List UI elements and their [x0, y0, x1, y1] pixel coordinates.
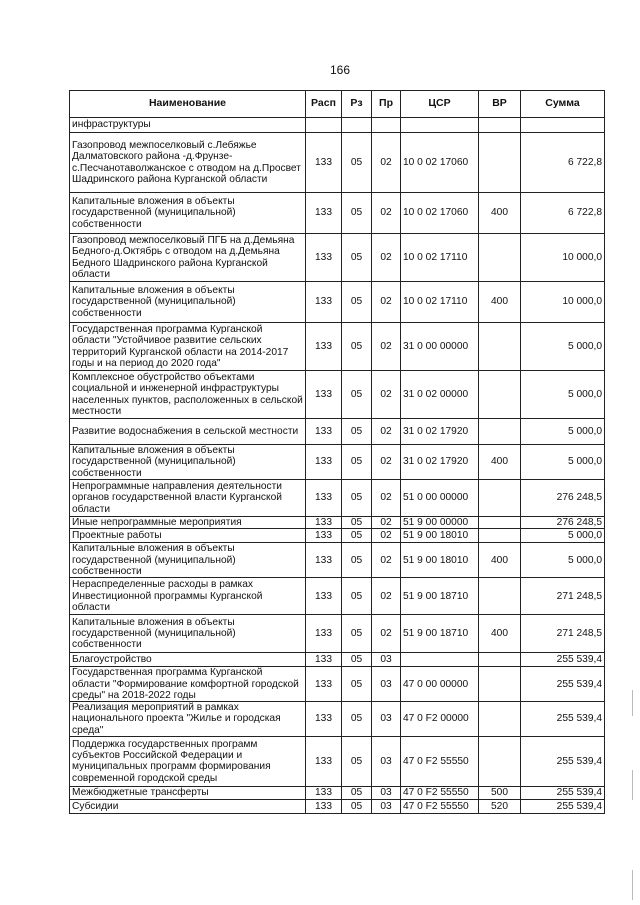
cell-sum: 5 000,0 — [521, 543, 605, 578]
cell-name: инфраструктуры — [70, 118, 306, 133]
cell-name: Комплексное обустройство объектами социальной и инженерной инфраструктуры населенных пунктов, расположенных в сельской местности — [70, 371, 306, 419]
cell-rz: 05 — [342, 653, 372, 667]
cell-name: Проектные работы — [70, 529, 306, 543]
table-row — [70, 578, 605, 615]
cell-pr: 02 — [372, 193, 401, 234]
cell-rasp: 133 — [306, 702, 342, 737]
cell-csr: 51 0 00 00000 — [401, 480, 479, 517]
header-name: Наименование — [70, 91, 306, 118]
cell-name: Реализация мероприятий в рамках национального проекта "Жилье и городская среда" — [70, 702, 306, 737]
cell-rz: 05 — [342, 702, 372, 737]
cell-sum: 255 539,4 — [521, 786, 605, 799]
cell-pr: 03 — [372, 667, 401, 702]
table-row — [70, 543, 605, 578]
cell-csr: 47 0 F2 55550 — [401, 786, 479, 799]
cell-rz: 05 — [342, 667, 372, 702]
cell-vr — [479, 323, 521, 371]
table-row — [70, 371, 605, 419]
cell-pr: 02 — [372, 615, 401, 653]
cell-rz: 05 — [342, 543, 372, 578]
cell-sum: 10 000,0 — [521, 234, 605, 282]
cell-vr: 500 — [479, 786, 521, 799]
cell-csr: 51 9 00 18010 — [401, 529, 479, 543]
cell-csr: 51 9 00 18710 — [401, 615, 479, 653]
cell-pr: 03 — [372, 786, 401, 799]
table-row — [70, 234, 605, 282]
cell-pr: 02 — [372, 133, 401, 193]
cell-rasp: 133 — [306, 371, 342, 419]
cell-name: Поддержка государственных программ субъектов Российской Федерации и муниципальных программ формирования современной городской среды — [70, 736, 306, 786]
table-row — [70, 736, 605, 786]
cell-name: Государственная программа Курганской области "Формирование комфортной городской среды" на 2018-2022 годы — [70, 667, 306, 702]
cell-sum: 255 539,4 — [521, 736, 605, 786]
cell-rasp: 133 — [306, 193, 342, 234]
cell-sum: 255 539,4 — [521, 653, 605, 667]
cell-csr: 31 0 02 00000 — [401, 371, 479, 419]
cell-rz: 05 — [342, 282, 372, 323]
cell-pr: 02 — [372, 529, 401, 543]
cell-vr: 520 — [479, 799, 521, 813]
cell-pr: 02 — [372, 234, 401, 282]
cell-vr — [479, 653, 521, 667]
cell-sum: 6 722,8 — [521, 193, 605, 234]
cell-pr: 03 — [372, 736, 401, 786]
table-row — [70, 615, 605, 653]
cell-csr: 31 0 02 17920 — [401, 419, 479, 445]
cell-rasp: 133 — [306, 529, 342, 543]
cell-pr: 02 — [372, 517, 401, 529]
cell-sum: 276 248,5 — [521, 480, 605, 517]
cell-rz: 05 — [342, 786, 372, 799]
budget-table — [69, 90, 605, 814]
cell-csr: 10 0 02 17060 — [401, 133, 479, 193]
cell-rz: 05 — [342, 419, 372, 445]
cell-name: Иные непрограммные мероприятия — [70, 517, 306, 529]
cell-sum: 5 000,0 — [521, 445, 605, 480]
table-row — [70, 786, 605, 799]
table-row — [70, 118, 605, 133]
cell-pr: 02 — [372, 578, 401, 615]
cell-csr: 51 9 00 00000 — [401, 517, 479, 529]
scan-artifact — [632, 690, 633, 716]
cell-vr — [479, 133, 521, 193]
cell-vr: 400 — [479, 282, 521, 323]
cell-rasp — [306, 118, 342, 133]
header-pr: Пр — [372, 91, 401, 118]
cell-name: Газопровод межпоселковый с.Лебяжье Далматовского района -д.Фрунзе-с.Песчанотаволжанское с отводом на д.Просвет Шадринского района Курганской области — [70, 133, 306, 193]
header-rasp: Расп — [306, 91, 342, 118]
cell-rz: 05 — [342, 578, 372, 615]
header-rz: Рз — [342, 91, 372, 118]
cell-name: Нераспределенные расходы в рамках Инвестиционной программы Курганской области — [70, 578, 306, 615]
cell-pr: 02 — [372, 445, 401, 480]
cell-rasp: 133 — [306, 786, 342, 799]
table-row — [70, 282, 605, 323]
cell-rz: 05 — [342, 736, 372, 786]
cell-name: Развитие водоснабжения в сельской местности — [70, 419, 306, 445]
cell-sum: 255 539,4 — [521, 702, 605, 737]
cell-rz: 05 — [342, 517, 372, 529]
cell-sum: 276 248,5 — [521, 517, 605, 529]
table-body — [70, 118, 605, 814]
cell-vr — [479, 419, 521, 445]
cell-vr — [479, 371, 521, 419]
cell-pr: 03 — [372, 653, 401, 667]
cell-vr — [479, 118, 521, 133]
cell-csr — [401, 118, 479, 133]
cell-csr: 47 0 F2 55550 — [401, 799, 479, 813]
cell-vr: 400 — [479, 615, 521, 653]
cell-sum: 10 000,0 — [521, 282, 605, 323]
scan-artifact — [632, 870, 633, 900]
cell-pr: 03 — [372, 702, 401, 737]
cell-vr — [479, 529, 521, 543]
table-row — [70, 702, 605, 737]
cell-rasp: 133 — [306, 543, 342, 578]
cell-rasp: 133 — [306, 653, 342, 667]
cell-vr — [479, 578, 521, 615]
cell-rasp: 133 — [306, 736, 342, 786]
cell-sum — [521, 118, 605, 133]
cell-name: Благоустройство — [70, 653, 306, 667]
table-row — [70, 529, 605, 543]
cell-rz: 05 — [342, 234, 372, 282]
cell-csr: 10 0 02 17110 — [401, 234, 479, 282]
cell-sum: 255 539,4 — [521, 799, 605, 813]
cell-rz: 05 — [342, 615, 372, 653]
cell-pr — [372, 118, 401, 133]
cell-vr — [479, 480, 521, 517]
cell-csr: 31 0 00 00000 — [401, 323, 479, 371]
cell-pr: 02 — [372, 480, 401, 517]
cell-sum: 271 248,5 — [521, 615, 605, 653]
cell-rasp: 133 — [306, 282, 342, 323]
cell-vr — [479, 667, 521, 702]
page-number: 166 — [329, 63, 351, 77]
cell-rasp: 133 — [306, 323, 342, 371]
cell-vr — [479, 736, 521, 786]
table-row — [70, 653, 605, 667]
cell-csr: 47 0 F2 00000 — [401, 702, 479, 737]
cell-pr: 02 — [372, 419, 401, 445]
cell-name: Субсидии — [70, 799, 306, 813]
cell-sum: 5 000,0 — [521, 371, 605, 419]
cell-csr: 47 0 F2 55550 — [401, 736, 479, 786]
scan-artifact — [632, 770, 633, 800]
cell-csr: 51 9 00 18010 — [401, 543, 479, 578]
cell-name: Непрограммные направления деятельности органов государственной власти Курганской области — [70, 480, 306, 517]
cell-rasp: 133 — [306, 133, 342, 193]
table-row — [70, 445, 605, 480]
cell-sum: 5 000,0 — [521, 529, 605, 543]
cell-vr: 400 — [479, 445, 521, 480]
cell-rasp: 133 — [306, 615, 342, 653]
cell-rz: 05 — [342, 799, 372, 813]
cell-csr: 10 0 02 17060 — [401, 193, 479, 234]
cell-name: Государственная программа Курганской области "Устойчивое развитие сельских территорий Курганской области на 2014-2017 годы и на период до 2020 года" — [70, 323, 306, 371]
cell-csr — [401, 653, 479, 667]
cell-rz: 05 — [342, 193, 372, 234]
header-sum: Сумма — [521, 91, 605, 118]
cell-rz: 05 — [342, 529, 372, 543]
header-csr: ЦСР — [401, 91, 479, 118]
cell-sum: 5 000,0 — [521, 419, 605, 445]
table-row — [70, 667, 605, 702]
cell-pr: 02 — [372, 543, 401, 578]
cell-pr: 02 — [372, 323, 401, 371]
table-row — [70, 480, 605, 517]
cell-name: Газопровод межпоселковый ПГБ на д.Демьяна Бедного-д.Октябрь с отводом на д.Демьяна Бедного Шадринского района Курганской области — [70, 234, 306, 282]
cell-rz: 05 — [342, 371, 372, 419]
cell-pr: 03 — [372, 799, 401, 813]
cell-rz — [342, 118, 372, 133]
cell-rasp: 133 — [306, 578, 342, 615]
table-row — [70, 419, 605, 445]
cell-vr: 400 — [479, 193, 521, 234]
cell-csr: 47 0 00 00000 — [401, 667, 479, 702]
cell-rasp: 133 — [306, 799, 342, 813]
cell-vr: 400 — [479, 543, 521, 578]
cell-rz: 05 — [342, 323, 372, 371]
cell-rasp: 133 — [306, 480, 342, 517]
cell-csr: 51 9 00 18710 — [401, 578, 479, 615]
cell-sum: 271 248,5 — [521, 578, 605, 615]
cell-rz: 05 — [342, 445, 372, 480]
table-row — [70, 133, 605, 193]
cell-rasp: 133 — [306, 517, 342, 529]
cell-rasp: 133 — [306, 667, 342, 702]
table-row — [70, 193, 605, 234]
cell-csr: 10 0 02 17110 — [401, 282, 479, 323]
cell-pr: 02 — [372, 282, 401, 323]
cell-sum: 5 000,0 — [521, 323, 605, 371]
table-row — [70, 517, 605, 529]
cell-rasp: 133 — [306, 419, 342, 445]
table-row — [70, 799, 605, 813]
cell-name: Капитальные вложения в объекты государственной (муниципальной) собственности — [70, 282, 306, 323]
cell-vr — [479, 702, 521, 737]
cell-name: Капитальные вложения в объекты государственной (муниципальной) собственности — [70, 615, 306, 653]
cell-name: Капитальные вложения в объекты государственной (муниципальной) собственности — [70, 193, 306, 234]
cell-vr — [479, 234, 521, 282]
cell-rz: 05 — [342, 133, 372, 193]
table-header-row — [70, 91, 605, 118]
cell-vr — [479, 517, 521, 529]
cell-sum: 255 539,4 — [521, 667, 605, 702]
cell-rz: 05 — [342, 480, 372, 517]
cell-pr: 02 — [372, 371, 401, 419]
header-vr: ВР — [479, 91, 521, 118]
cell-name: Межбюджетные трансферты — [70, 786, 306, 799]
cell-rasp: 133 — [306, 445, 342, 480]
cell-sum: 6 722,8 — [521, 133, 605, 193]
cell-name: Капитальные вложения в объекты государственной (муниципальной) собственности — [70, 543, 306, 578]
cell-rasp: 133 — [306, 234, 342, 282]
cell-csr: 31 0 02 17920 — [401, 445, 479, 480]
cell-name: Капитальные вложения в объекты государственной (муниципальной) собственности — [70, 445, 306, 480]
table-row — [70, 323, 605, 371]
